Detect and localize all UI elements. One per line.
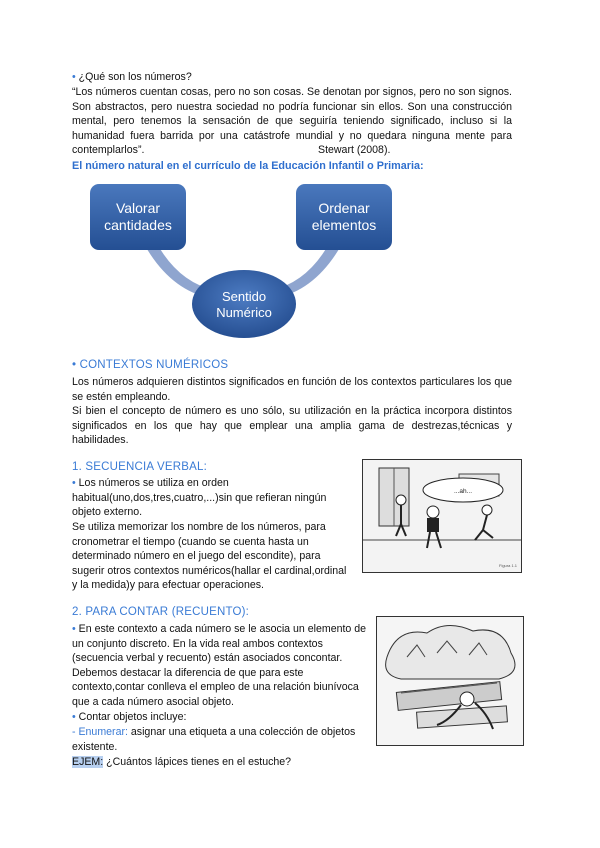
intro-citation: Stewart (2008). <box>318 144 391 156</box>
circle-line1: Sentido <box>221 289 267 304</box>
number-sense-diagram <box>86 182 398 342</box>
contar-ejemplo: EJEM: ¿Cuántos lápices tienes en el estuche? <box>72 756 292 768</box>
counting-drawing <box>377 617 523 745</box>
box-left-line2: cantidades <box>104 217 172 233</box>
box-left-line1: Valorar <box>115 200 161 216</box>
intro-quote: “Los números cuentan cosas, pero no son cosas. Se denotan por signos, pero no son signos. Son abstractos, pero nuestra sociedad no podría funcionar sin ellos. Son una construcción mental, pero tenemos la sensación de que seguiría teniendo significado, incluso si la humanidad fuera barrida por una catástrofe mundial y no quedara ninguna mente para contemplarlos”. <box>72 86 512 157</box>
box-right-line2: elementos <box>311 217 377 233</box>
secuencia-text1: • Los números se utiliza en orden habitual(uno,dos,tres,cuatro,...)sin que refieran ningún objeto externo. <box>72 477 327 519</box>
box-right-line1: Ordenar <box>318 200 370 216</box>
circle-line2: Numérico <box>216 305 272 320</box>
intro-question: • ¿Qué son los números? <box>72 71 192 83</box>
circle-sentido-numerico <box>192 270 296 338</box>
curriculum-heading: El número natural en el currículo de la Educación Infantil o Primaria: <box>72 160 424 172</box>
contar-title: 2. PARA CONTAR (RECUENTO): <box>72 606 250 618</box>
contar-text1: • En este contexto a cada número se le asocia un elemento de un conjunto discreto. En la vida real ambos contextos (secuencia verbal y recuento) están asociados concontar. Debemos destacar la diferencia de que para este contexto,contar conlleva el empleo de una relación biunívoca que a cada número asocial objeto. <box>72 623 367 708</box>
hide-and-seek-illustration <box>362 459 522 573</box>
figure-caption: Figura 1.1 <box>499 563 518 568</box>
contar-enumerar: - Enumerar: asignar una etiqueta a una colección de objetos existente. <box>72 726 356 753</box>
secuencia-title: 1. SECUENCIA VERBAL: <box>72 461 208 473</box>
contar-incluye: • Contar objetos incluye: <box>72 711 187 723</box>
speech-bubble-text: ...ah... <box>453 488 473 495</box>
secuencia-text2: Se utiliza memorizar los nombre de los números, para cronometrar el tiempo (cuando se cuenta hasta un determinado número en el juego del escondite), para sugerir otros contextos numéricos(hallar el cardinal,ordinal y la medida)y para efectuar operaciones. <box>72 521 347 592</box>
contextos-p2: Si bien el concepto de número es uno sólo, su utilización en la práctica incorpora distintos significados en los que hay que emplear una amplia gama de destrezas,técnicas y habilidades. <box>72 405 512 447</box>
hide-and-seek-drawing <box>363 460 521 572</box>
contextos-p1: Los números adquieren distintos significados en función de los contextos particulares los que se estén empleando. <box>72 376 512 403</box>
contextos-title: • CONTEXTOS NUMÉRICOS <box>72 359 229 371</box>
counting-illustration <box>376 616 524 746</box>
